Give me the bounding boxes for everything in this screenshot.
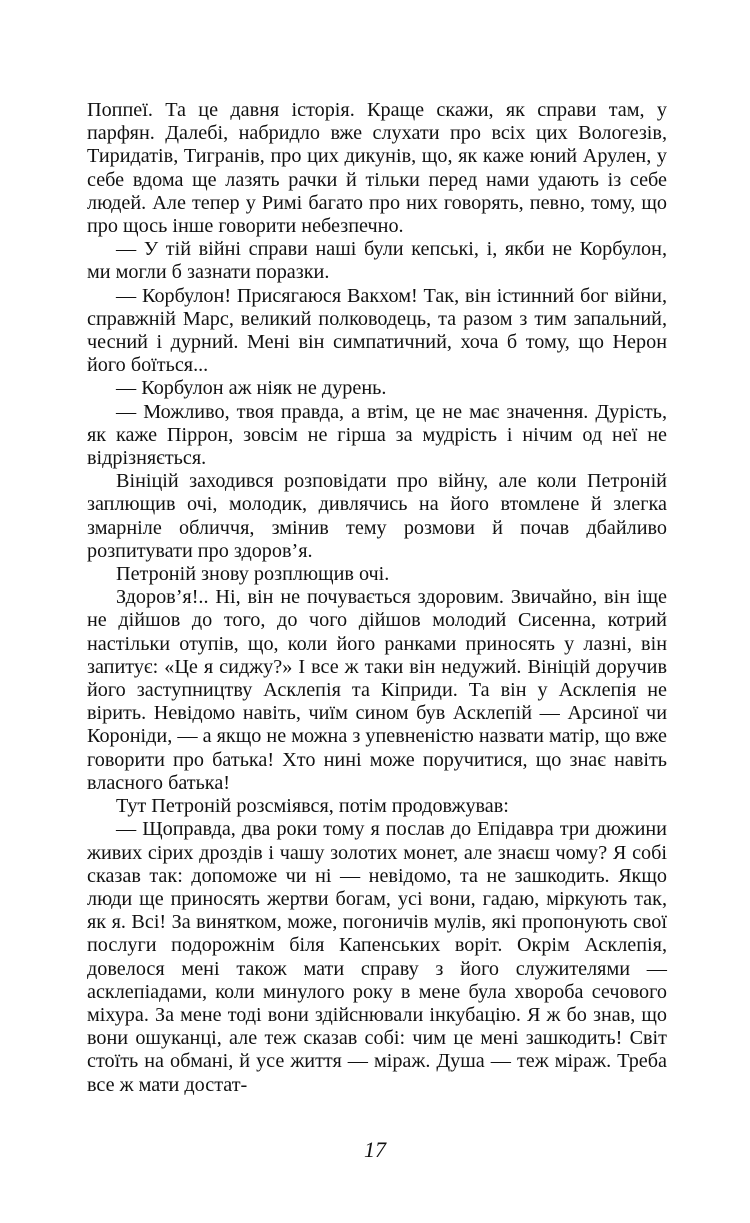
- paragraph-1: Поппеї. Та це давня історія. Краще скажи, як справи там, у парфян. Далебі, набридло вже слухати про всіх цих Вологезів, Тиридатів, Тигранів, про цих дикунів, що, як каже юний Арулен, у себе вдома ще лазять рачки й тільки перед нами удають із себе людей. Але тепер у Римі багато про них говорять, певно, тому, що про щось інше говорити небезпечно.: [87, 99, 667, 238]
- body-text: [87, 99, 667, 1097]
- paragraph-4: — Корбулон аж ніяк не дурень.: [116, 377, 387, 400]
- paragraph-5: — Можливо, твоя правда, а втім, це не має значення. Дурість, як каже Піррон, зовсім не гірша за мудрість і нічим од неї не відрізняється.: [87, 400, 667, 470]
- paragraph-3: — Корбулон! Присягаюся Вакхом! Так, він істинний бог війни, справжній Марс, великий полководець, та разом з тим запальний, чесний і дурний. Мені він симпатичний, хоча б тому, що Нерон його боїться...: [87, 284, 667, 377]
- paragraph-2: — У тій війні справи наші були кепські, і, якби не Корбулон, ми могли б зазнати поразки.: [87, 238, 667, 284]
- paragraph-10: — Щоправда, два роки тому я послав до Епідавра три дюжини живих сірих дроздів і чашу золотих монет, але знаєш чому? Я собі сказав так: допоможе чи ні — невідомо, та не зашкодить. Якщо люди ще приносять жертви богам, усі вони, гадаю, міркують так, як я. Всі! За винятком, може, погоничів мулів, які пропонують свої послуги подорожнім біля Капенських воріт. Окрім Асклепія, довелося мені також мати справу з його служителями — асклепіадами, коли минулого року в мене була хвороба сечового міхура. За мене тоді вони здійснювали інкубацію. Я ж бо знав, що вони ошуканці, але теж сказав собі: чим це мені зашкодить! Світ стоїть на обмані, й усе життя — міраж. Душа — теж міраж. Треба все ж мати достат-: [87, 818, 667, 1096]
- page-body: [87, 99, 667, 1097]
- paragraph-8: Здоров’я!.. Ні, він не почувається здоровим. Звичайно, він іще не дійшов до того, до чого дійшов молодий Сисенна, котрий настільки отупів, що, коли його ранками приносять у лазні, він запитує: «Це я сиджу?» І все ж таки він недужий. Вініцій доручив його заступництву Асклепія та Кіприди. Та він у Асклепія не вірить. Невідомо навіть, чиїм сином був Асклепій — Арсиної чи Короніди, — а якщо не можна з упевненістю назвати матір, що вже говорити про батька! Хто нині може поручитися, що знає навіть власного батька!: [87, 586, 667, 794]
- paragraph-9: Тут Петроній розсміявся, потім продовжував:: [116, 795, 509, 818]
- page-number: 17: [364, 1137, 386, 1162]
- paragraph-7: Петроній знову розплющив очі.: [116, 563, 390, 586]
- paragraph-6: Вініцій заходився розповідати про війну, але коли Петроній заплющив очі, молодик, дивлячись на його втомлене й злегка змарніле обличчя, змінив тему розмови й почав дбайливо розпитувати про здоров’я.: [87, 470, 667, 562]
